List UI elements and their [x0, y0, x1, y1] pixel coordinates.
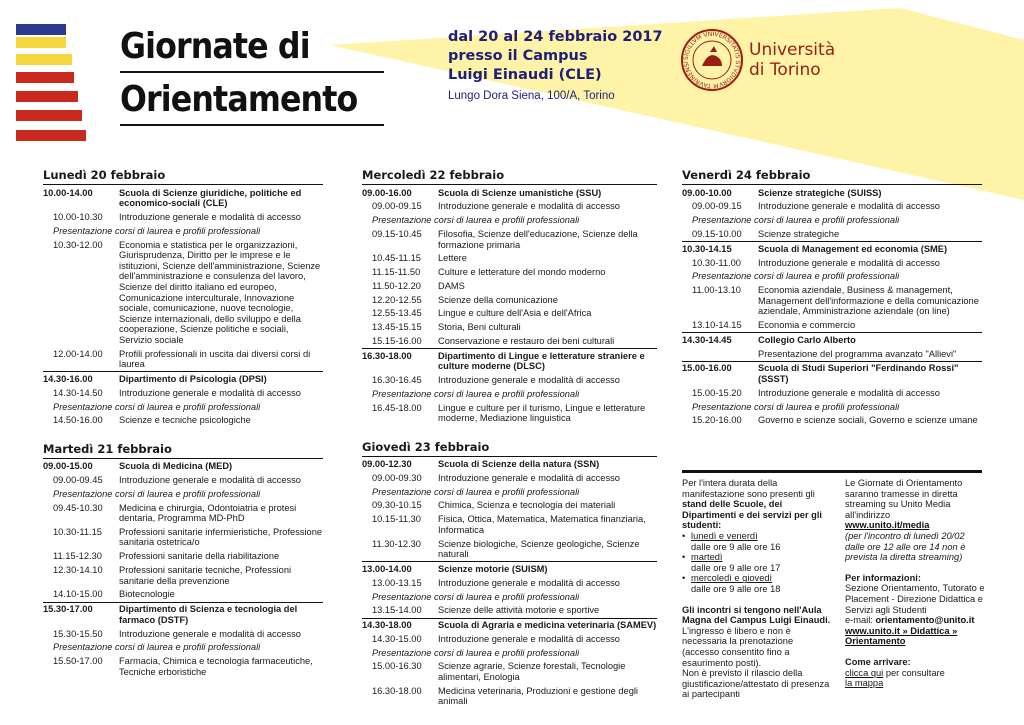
stripe-blue — [16, 24, 66, 35]
row-time: 11.15-11.50 — [372, 267, 421, 278]
stripe-yellow — [16, 54, 72, 65]
stands-intro-bold: stand delle Scuole, dei Dipartimenti e dei servizi per gli studenti: — [682, 499, 823, 531]
schedule-row — [43, 563, 323, 587]
session-title: Scuola di Studi Superiori "Ferdinando Rossi" (SSST) — [758, 363, 959, 384]
row-description: Introduzione generale e modalità di accesso — [438, 577, 620, 588]
schedule-row — [362, 660, 657, 684]
schedule-row — [43, 414, 323, 428]
session-title: Dipartimento di Scienza e tecnologia del farmaco (DSTF) — [119, 604, 298, 625]
row-time: 15.30-15.50 — [53, 628, 103, 639]
stripe-red — [16, 91, 78, 102]
schedule-row — [362, 374, 657, 388]
session-header — [43, 186, 323, 210]
presentation-note: Presentazione corsi di laurea e profili professionali — [372, 647, 580, 658]
schedule-row — [682, 386, 982, 400]
schedule-column-1 — [43, 168, 323, 679]
entry-note: L'ingresso è libero e non è necessaria la prenotazione (accesso consentito fino a esaurimento posti). — [682, 625, 794, 668]
session-title: Collegio Carlo Alberto — [758, 334, 856, 345]
days-mon-fri: lunedì e venerdì — [691, 530, 758, 541]
row-time: 09.00-09.15 — [692, 201, 742, 212]
day-section — [362, 440, 657, 709]
streaming-text: Le Giornate di Orientamento saranno tramesse in diretta streaming su Unito Media all'indirizzo — [845, 478, 963, 520]
row-time: 13.15-14.00 — [372, 605, 422, 616]
session-time: 15.00-16.00 — [682, 363, 732, 374]
row-description: Storia, Beni culturali — [438, 322, 521, 333]
map-link[interactable]: clicca qui — [845, 667, 884, 678]
row-time: 14.30-14.50 — [53, 387, 103, 398]
media-link[interactable]: www.unito.it/media — [845, 520, 930, 531]
row-time: 14.10-15.00 — [53, 589, 103, 600]
university-line-2: di Torino — [749, 60, 821, 80]
title-line-1: Giornate di — [120, 24, 384, 73]
schedule-row — [362, 266, 657, 280]
row-description: Introduzione generale e modalità di accesso — [758, 257, 940, 268]
title-line-2: Orientamento — [120, 77, 384, 126]
row-description: Profili professionali in uscita dai diversi corsi di laurea — [119, 348, 311, 370]
session-header — [682, 241, 982, 256]
schedule-row — [362, 632, 657, 646]
session-title: Scuola di Agraria e medicina veterinaria (SAMEV) — [438, 620, 657, 631]
university-name — [749, 40, 835, 80]
session-header — [682, 332, 982, 347]
info-heading: Per informazioni: — [845, 572, 921, 583]
row-description: Introduzione generale e modalità di accesso — [119, 474, 301, 485]
row-description: Introduzione generale e modalità di accesso — [438, 633, 620, 644]
presentation-note: Presentazione corsi di laurea e profili professionali — [372, 486, 580, 497]
schedule-row — [362, 321, 657, 335]
session-time: 15.30-17.00 — [43, 604, 93, 615]
row-time: 16.30-16.45 — [372, 375, 422, 386]
session-time: 09.00-16.00 — [362, 187, 412, 198]
seal-text: SIGILLVM VNIVERSITATIS STVDIORVM TAVRINENSI — [682, 30, 742, 90]
schedule-row — [362, 537, 657, 561]
schedule-row — [682, 283, 982, 318]
stripe-yellow — [16, 37, 66, 48]
schedule-row — [43, 525, 323, 549]
row-description: Scienze biologiche, Scienze geologiche, Scienze naturali — [438, 538, 640, 560]
row-time: 09.15-10.45 — [372, 228, 422, 239]
row-time: 11.00-13.10 — [692, 285, 741, 296]
row-time: 13.00-13.15 — [372, 577, 422, 588]
row-time: 12.55-13.45 — [372, 308, 422, 319]
row-description: Introduzione generale e modalità di accesso — [758, 201, 940, 212]
schedule-row — [43, 347, 323, 371]
row-description: Economia e commercio — [758, 320, 856, 331]
presentation-note: Presentazione corsi di laurea e profili professionali — [53, 401, 261, 412]
schedule-row — [362, 279, 657, 293]
row-time: 12.30-14.10 — [53, 565, 103, 576]
day-title: Giovedì 23 febbraio — [362, 440, 657, 457]
session-time: 09.00-12.30 — [362, 459, 412, 470]
info-divider — [682, 470, 982, 473]
schedule-column-2 — [362, 168, 657, 709]
row-time: 09.15-10.00 — [692, 228, 742, 239]
session-title: Dipartimento di Lingue e letterature straniere e culture moderne (DLSC) — [438, 350, 645, 372]
session-time: 09.00-10.00 — [682, 187, 732, 198]
row-time: 11.15-12.30 — [53, 551, 102, 562]
row-time: 12.20-12.55 — [372, 294, 422, 305]
session-header — [362, 186, 657, 200]
row-description: Presentazione del programma avanzato "Allievi" — [758, 348, 957, 359]
schedule-row — [362, 293, 657, 307]
row-description: Introduzione generale e modalità di accesso — [438, 375, 620, 386]
presentation-note: Presentazione corsi di laurea e profili professionali — [53, 642, 261, 653]
row-description: Conservazione e restauro dei beni culturali — [438, 336, 615, 346]
university-line-1: Università — [749, 40, 836, 60]
info-stands — [682, 478, 832, 700]
row-description: Professioni sanitarie tecniche, Professioni sanitarie della prevenzione — [119, 565, 292, 586]
presentation-note: Presentazione corsi di laurea e profili professionali — [692, 401, 900, 412]
days-wed-thu: mercoledì e giovedì — [691, 573, 773, 584]
row-time: 10.30-11.00 — [692, 257, 741, 268]
row-description: Introduzione generale e modalità di accesso — [438, 201, 620, 212]
row-description: Scienze strategiche — [758, 228, 840, 239]
schedule-row — [43, 386, 323, 400]
row-time: 15.50-17.00 — [53, 656, 103, 667]
row-description: Introduzione generale e modalità di accesso — [758, 387, 940, 398]
session-time: 14.30-18.00 — [362, 620, 412, 631]
row-description: Lingue e culture dell'Asia e dell'Africa — [438, 308, 592, 319]
presentation-note: Presentazione corsi di laurea e profili professionali — [692, 271, 900, 282]
row-time: 15.00-15.20 — [692, 387, 742, 398]
certificate-note: Non è previsto il rilascio della giustificazione/attestato di presenza ai partecipanti — [682, 668, 830, 700]
presentation-note: Presentazione corsi di laurea e profili professionali — [53, 225, 261, 236]
presentation-note: Presentazione corsi di laurea e profili professionali — [372, 591, 580, 602]
row-time: 13.10-14.15 — [692, 320, 742, 331]
row-description: Scienze delle attività motorie e sportive — [438, 605, 600, 616]
row-time: 16.45-18.00 — [372, 402, 422, 413]
row-description: DAMS — [438, 280, 465, 291]
session-title: Scuola di Scienze umanistiche (SSU) — [438, 187, 602, 198]
row-time: 10.00-10.30 — [53, 211, 103, 222]
row-description: Chimica, Scienza e tecnologia dei materiali — [438, 500, 616, 511]
row-description: Scienze e tecniche psicologiche — [119, 415, 251, 426]
schedule-row — [682, 200, 982, 214]
schedule-row — [682, 414, 982, 428]
session-time: 13.00-14.00 — [362, 563, 412, 574]
day-section — [43, 168, 323, 428]
row-time: 09.00-09.15 — [372, 201, 422, 212]
row-description: Economia aziendale, Business & management, Management dell'informazione e della comunicazione aziendale, Amministrazione aziendale (on line) — [758, 285, 979, 317]
row-description: Lettere — [438, 253, 467, 264]
streaming-note: (per l'incontro di lunedì 20/02 dalle ore 12 alle ore 14 non è prevista la diretta streaming) — [845, 530, 966, 563]
schedule-row — [362, 576, 657, 590]
days-tue: martedì — [691, 552, 723, 563]
session-time: 14.30-16.00 — [43, 374, 93, 385]
day-title: Martedì 21 febbraio — [43, 442, 323, 459]
row-description: Introduzione generale e modalità di accesso — [438, 472, 620, 483]
row-description: Introduzione generale e modalità di accesso — [119, 211, 301, 222]
event-info — [448, 28, 663, 102]
hours-tue: dalle ore 9 alle ore 17 — [691, 562, 781, 573]
event-place-line-1: presso il Campus — [448, 48, 588, 64]
session-header — [43, 460, 323, 474]
schedule-row — [362, 604, 657, 618]
presentation-note: Presentazione corsi di laurea e profili professionali — [692, 215, 900, 226]
university-seal-icon — [680, 28, 744, 92]
schedule-row — [682, 318, 982, 332]
session-header — [682, 361, 982, 386]
row-time: 11.50-12.20 — [372, 280, 421, 291]
row-time: 10.30-12.00 — [53, 239, 103, 250]
row-time: 10.45-11.15 — [372, 253, 421, 264]
hours-wed-thu: dalle ore 9 alle ore 18 — [691, 583, 781, 594]
schedule-row — [682, 256, 982, 270]
event-dates: dal 20 al 24 febbraio 2017 — [448, 29, 663, 45]
session-time: 09.00-15.00 — [43, 461, 93, 472]
schedule-row — [43, 238, 323, 347]
schedule-row — [362, 307, 657, 321]
schedule-row — [362, 401, 657, 425]
row-description: Medicina e chirurgia, Odontoiatria e protesi dentaria, Programma MD-PhD — [119, 502, 297, 524]
row-description: Professioni sanitarie infermieristiche, Professione sanitaria ostetrica/o — [119, 526, 323, 548]
stands-intro: Per l'intera durata della manifestazione sono presenti gli — [682, 478, 815, 499]
schedule-row — [362, 227, 657, 251]
session-title: Scuola di Medicina (MED) — [119, 461, 233, 472]
day-section — [43, 442, 323, 679]
row-description: Medicina veterinaria, Produzioni e gestione degli animali — [438, 685, 639, 707]
info-streaming — [845, 478, 985, 689]
row-description: Governo e scienze sociali, Governo e scienze umane — [758, 415, 978, 426]
day-section — [362, 168, 657, 426]
row-description: Culture e letterature del mondo moderno — [438, 267, 606, 278]
stripe-red — [16, 72, 74, 83]
day-section — [682, 168, 982, 428]
meetings-location: Gli incontri si tengono nell'Aula Magna del Campus Luigi Einaudi. — [682, 604, 831, 626]
row-time: 09.30-10.15 — [372, 500, 422, 511]
schedule-row — [43, 627, 323, 641]
schedule-row — [43, 501, 323, 525]
session-time: 10.30-14.15 — [682, 243, 732, 254]
day-title: Venerdì 24 febbraio — [682, 168, 982, 185]
row-description: Scienze agrarie, Scienze forestali, Tecnologie alimentari, Enologia — [438, 661, 626, 683]
schedule-row — [43, 588, 323, 602]
schedule-row — [362, 334, 657, 348]
row-description: Introduzione generale e modalità di accesso — [119, 628, 301, 639]
row-time: 16.30-18.00 — [372, 685, 422, 696]
schedule-row — [362, 499, 657, 513]
row-time: 14.30-15.00 — [372, 633, 422, 644]
presentation-note: Presentazione corsi di laurea e profili professionali — [53, 488, 261, 499]
session-title: Scuola di Management ed economia (SME) — [758, 243, 948, 254]
info-office: Sezione Orientamento, Tutorato e Placement - Direzione Didattica e Servizi agli Studenti — [845, 583, 985, 615]
orientation-web-link[interactable]: www.unito.it » Didattica » Orientamento — [845, 625, 958, 647]
schedule-row — [362, 471, 657, 485]
row-time: 15.00-16.30 — [372, 661, 422, 672]
presentation-note: Presentazione corsi di laurea e profili professionali — [372, 388, 580, 399]
stripe-red — [16, 130, 86, 141]
row-time: 15.20-16.00 — [692, 415, 742, 426]
session-title: Scienze motorie (SUISM) — [438, 563, 548, 574]
page-title — [120, 24, 358, 130]
session-header — [682, 186, 982, 200]
row-time: 12.00-14.00 — [53, 348, 103, 359]
schedule-row — [682, 227, 982, 241]
row-description: Biotecnologie — [119, 589, 175, 600]
schedule-row — [43, 210, 323, 224]
row-description: Professioni sanitarie della riabilitazione — [119, 551, 280, 562]
email-label: e-mail: — [845, 615, 873, 626]
row-time — [682, 349, 758, 360]
arrive-rest: per consultare — [885, 667, 945, 678]
hours-mon-fri: dalle ore 9 alle ore 16 — [691, 541, 781, 552]
arrive-map: la mappa — [845, 678, 884, 689]
stripe-red — [16, 110, 82, 121]
row-time: 10.15-11.30 — [372, 514, 421, 525]
row-description: Introduzione generale e modalità di accesso — [119, 387, 301, 398]
row-description: Farmacia, Chimica e tecnologia farmaceutiche, Tecniche erboristiche — [119, 656, 313, 677]
session-time: 10.00-14.00 — [43, 187, 93, 198]
schedule-row — [362, 513, 657, 537]
row-description: Filosofia, Scienze dell'educazione, Scienze della formazione primaria — [438, 228, 638, 250]
row-time: 09.45-10.30 — [53, 502, 103, 513]
session-time: 16.30-18.00 — [362, 350, 412, 361]
schedule-row — [362, 200, 657, 214]
session-time: 14.30-14.45 — [682, 334, 732, 345]
row-time: 09.00-09.45 — [53, 474, 103, 485]
row-description: Economia e statistica per le organizzazioni, Giurisprudenza, Diritto per le imprese e le istituzioni, Scienze dell'amministrazione, Scienze dell'amministrazione e consulenza del lavoro, Scienze del diritto italiano ed europeo, Comunicazione interculturale, Innovazione sociale, comunicazione, nuove tecnologie, Scienze internazionali, dello sviluppo e della cooperazione, Scienze politiche e sociali, Servizio sociale — [119, 239, 321, 345]
row-description: Scienze della comunicazione — [438, 294, 558, 305]
schedule-row — [43, 655, 323, 679]
row-time: 13.45-15.15 — [372, 322, 422, 333]
row-time: 14.50-16.00 — [53, 415, 103, 426]
row-description: Lingue e culture per il turismo, Lingue e letterature moderne, Mediazione linguistica — [438, 402, 646, 424]
session-header — [362, 561, 657, 576]
row-time: 11.30-12.30 — [372, 538, 421, 549]
schedule-column-3 — [682, 168, 982, 428]
schedule-row — [43, 473, 323, 487]
schedule-row — [362, 252, 657, 266]
event-place-line-2: Luigi Einaudi (CLE) — [448, 67, 602, 83]
row-time: 09.00-09.30 — [372, 472, 422, 483]
schedule-row — [43, 550, 323, 564]
session-title: Scuola di Scienze giuridiche, politiche ed economico-sociali (CLE) — [119, 187, 302, 209]
session-header — [362, 618, 657, 633]
session-title: Scuola di Scienze della natura (SSN) — [438, 459, 600, 470]
session-header — [43, 602, 323, 627]
session-title: Scienze strategiche (SUISS) — [758, 187, 882, 198]
session-header — [43, 371, 323, 386]
presentation-note: Presentazione corsi di laurea e profili professionali — [372, 215, 580, 226]
arrive-heading: Come arrivare: — [845, 656, 911, 667]
email-link[interactable]: orientamento@unito.it — [875, 615, 975, 626]
day-title: Lunedì 20 febbraio — [43, 168, 323, 185]
session-title: Dipartimento di Psicologia (DPSI) — [119, 374, 267, 385]
row-time: 10.30-11.15 — [53, 526, 102, 537]
row-time: 15.15-16.00 — [372, 336, 422, 346]
day-title: Mercoledì 22 febbraio — [362, 168, 657, 185]
session-header — [362, 458, 657, 472]
session-header — [362, 348, 657, 373]
row-description: Fisica, Ottica, Matematica, Matematica finanziaria, Informatica — [438, 514, 646, 535]
event-address: Lungo Dora Siena, 100/A, Torino — [448, 90, 615, 102]
schedule-row — [362, 684, 657, 708]
schedule-row — [682, 347, 982, 361]
